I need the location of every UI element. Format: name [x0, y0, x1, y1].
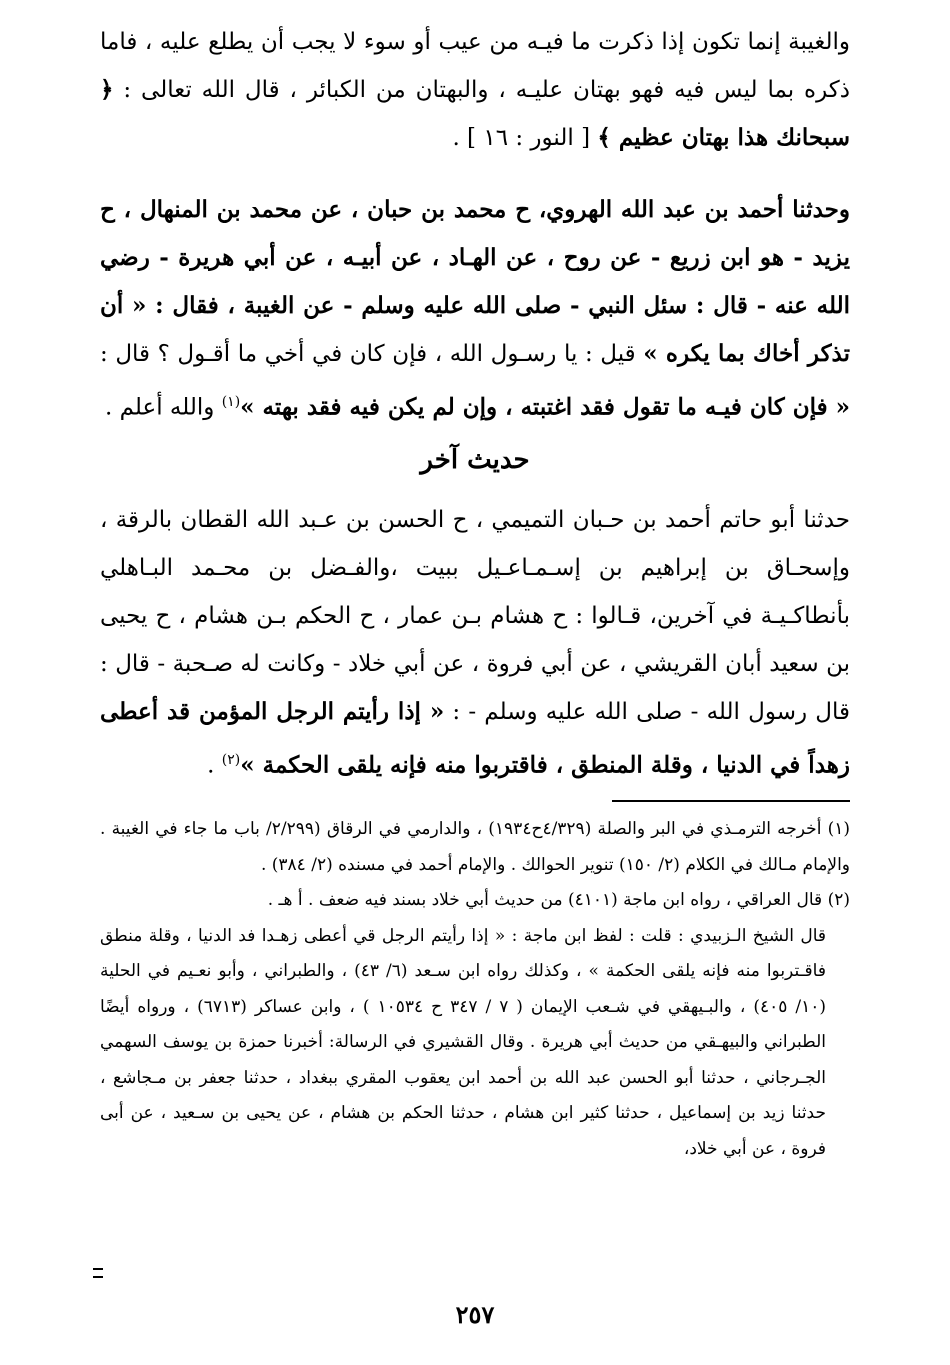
para1-text: والغيبة إنما تكون إذا ذكرت ما فيـه من عيب أو سوء لا يجب أن يطلع عليه ، فاما ذكره بما ليس فيه فهو بهتان عليـه ، والبهتان من الكبائر ، قال الله تعالى :: [100, 29, 850, 103]
para3-text-1: حدثنا أبو حاتم أحمد بن حـبان التميمي ، ح الحسن بن عـبد الله القطان بالرقة ، وإسحـاق بن إبراهيم بن إسـمـاعـيل ببيت ،والفـضل بن محـمد البـاهلي بأنطاكـيـة في آخرين، قـالوا : ح هشام بـن عمار ، ح الحكم بـن هشام ، ح يحيى بن سعيد أبان القريشي ، عن أبي فروة ، عن أبي خلاد - وكانت له صـحبة - قال : قال رسول الله - صلى الله عليه وسلم - :: [100, 507, 851, 725]
para2-hadith-2: « فإن كان فيـه ما تقول فقد اغتبته ، وإن لم يكن فيه فقد بهته »: [240, 393, 850, 421]
footnote-2-continuation: قال الشيخ الـزبيدي : قلت : لفظ ابن ماجة : « إذا رأيتم الرجل قي أعطى زهـدا فد الدنيا ، وقلة منطق فاقـتربوا منه فإنه يلقى الحكمة » ، وكذلك رواه ابن سـعد (٦/ ٤٣) ، والطبراني ، وأبو نعـيم في الحلية (١٠/ ٤٠٥) ، والبـيهقي في شـعب الإيمان ( ٧ / ٣٤٧ ح ١٠٥٣٤ ) ، وابن عساكر (٦٧١٣) ، ورواه أيضًا الطبراني والبيهـقي من حديث أبي هريرة . وقال القشيري في الرسالة: أخبرنا حمزة بن يوسف السهمي الجـرجاني ، حدثنا أبو الحسن عبد الله بن أحمد ابن يعقوب المقري ببغداد ، حدثنا جعفر بن مـجاشع ، حدثنا زيد بن إسماعيل ، حدثنا كثير ابن هشام ، حدثنا الحكم بن هشام ، عن يحيى بن سـعيد ، عن أبى فروة ، عن أبي خلاد،: [100, 925, 827, 1159]
para1-quran-quote: ﴿ سبحانك هذا بهتان عظيم ﴾: [100, 76, 850, 151]
para2-text-3: والله أعلم .: [104, 394, 222, 421]
para2-text-1: وحدثنا أحمد بن عبد الله الهروي، ح محمد بن حبان ، عن محمد بن المنهال ، ح يزيد - هو ابن زريع - عن روح ، عن الهـاد ، عن أبيـه ، عن أبي هريرة - رضي الله عنه - قال : سئل النبي - صلى الله عليه وسلم - عن الغيبة ، فقال :: [100, 196, 850, 319]
spacer: [100, 162, 850, 186]
paragraph-gheebah-definition: [100, 18, 850, 162]
para3-hadith: « إذا رأيتم الرجل المؤمن قد أعطى زهداً في الدنيا ، وقلة المنطق ، فاقتربوا منه فإنه يلقى الحكمة »: [100, 698, 850, 779]
paragraph-hadith-1: [100, 186, 850, 432]
main-text: [100, 18, 850, 432]
margin-mark: [93, 1268, 103, 1278]
para1-reference: [ النور : ١٦ ] .: [452, 125, 598, 151]
paragraph-hadith-2: [100, 496, 850, 790]
footnote-2-line-1: (٢) قال العراقي ، رواه ابن ماجة (٤١٠١) من حديث أبي خلاد بسند فيه ضعف . أ هـ .: [267, 890, 850, 910]
page-number: ٢٥٧: [455, 1300, 495, 1329]
para3-text-2: .: [207, 752, 222, 779]
para2-hadith-1: « أن تذكر أخاك بما يكره »: [100, 292, 850, 367]
main-text-2: [100, 496, 850, 790]
footnote-divider: [612, 800, 850, 802]
footnote-1: (١) أخرجه الترمـذي في البر والصلة (٤/٣٢٩ح١٩٣٤) ، والدارمي في الرقاق (٢/٢٩٩/ باب ما جاء في الغيبة . والإمام مـالك في الكلام (٢/ ١٥٠) تنوير الحوالك . والإمام أحمد في مسنده (٢/ ٣٨٤) .: [100, 819, 850, 875]
footnote-marker-1: (١): [221, 394, 241, 410]
footnotes: [100, 812, 850, 1167]
section-heading: حديث آخر: [420, 445, 530, 475]
footnote-marker-2: (٢): [221, 752, 241, 768]
para2-text-2: قيل : يا رسـول الله ، فإن كان في أخي ما أقـول ؟ قال :: [100, 341, 644, 367]
